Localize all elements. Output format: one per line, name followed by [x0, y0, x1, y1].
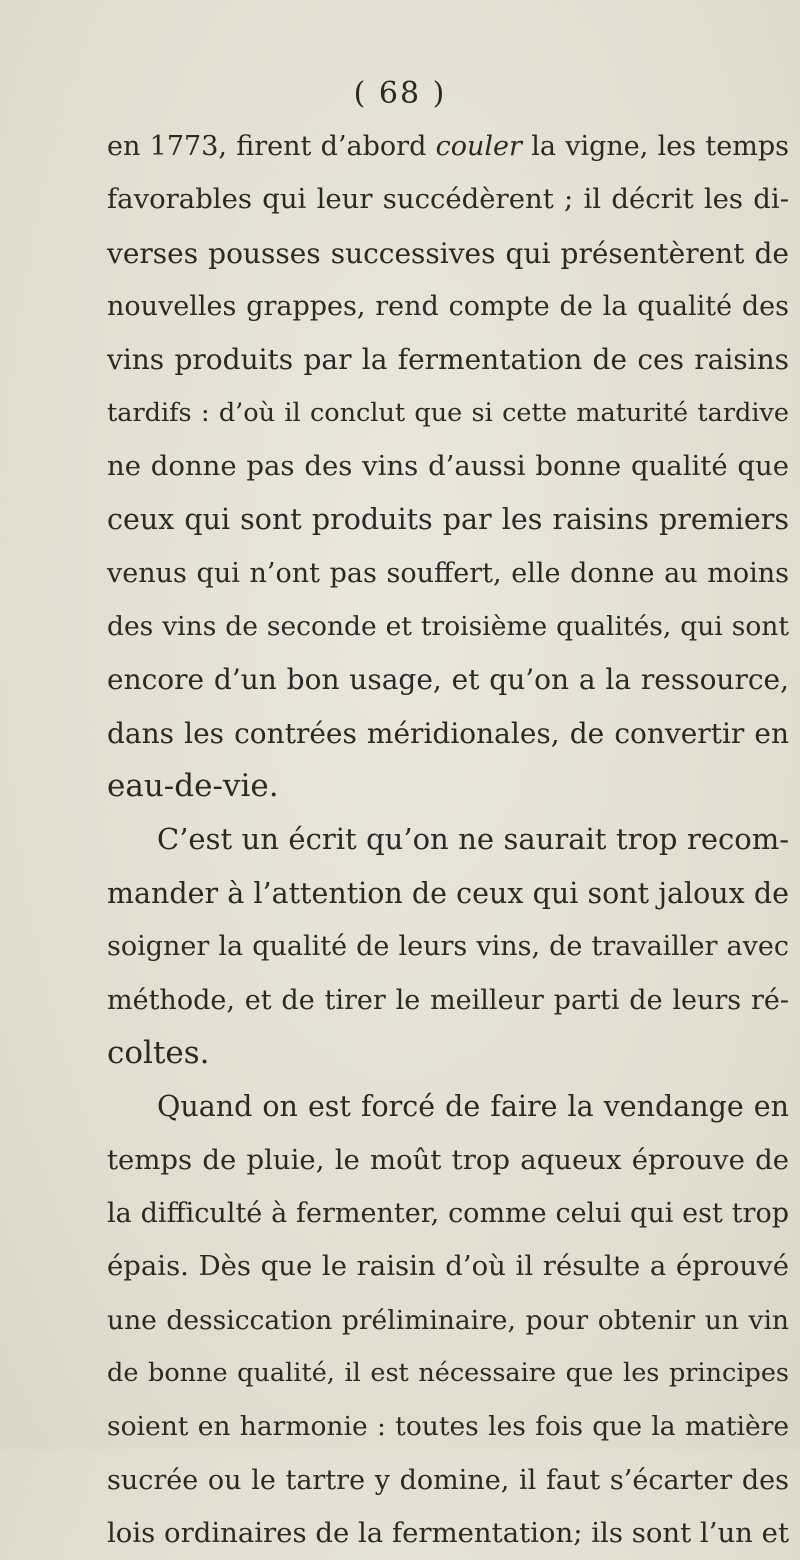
- text-line: ne donne pas des vins d’aussi bonne qualité que: [107, 450, 789, 483]
- text-line: mander à l’attention de ceux qui sont jaloux de: [107, 876, 789, 910]
- text-line: lois ordinaires de la fermentation; ils sont l’un et: [107, 1516, 789, 1549]
- text-line: dans les contrées méridionales, de convertir en: [107, 716, 789, 750]
- text-line: C’est un écrit qu’on ne saurait trop recom-: [157, 822, 789, 857]
- text-line: favorables qui leur succédèrent ; il décrit les di-: [107, 183, 789, 216]
- text-line: de bonne qualité, il est nécessaire que les principes: [107, 1357, 789, 1388]
- text-line: verses pousses successives qui présentèrent de: [107, 236, 789, 270]
- text-line: nouvelles grappes, rend compte de la qualité des: [107, 291, 789, 323]
- text-line: la difficulté à fermenter, comme celui qui est trop: [107, 1197, 789, 1229]
- text-line: coltes.: [107, 1034, 210, 1071]
- text-line: soient en harmonie : toutes les fois que la matière: [107, 1411, 789, 1443]
- text-line: épais. Dès que le raisin d’où il résulte a éprouvé: [107, 1250, 789, 1283]
- page-number: ( 68 ): [353, 76, 447, 111]
- text-line: en 1773, firent d’abord couler la vigne, les temps: [107, 131, 789, 162]
- text-line: Quand on est forcé de faire la vendange en: [157, 1090, 789, 1124]
- text-line: vins produits par la fermentation de ces raisins: [107, 343, 789, 377]
- text-line: sucrée ou le tartre y domine, il faut s’écarter des: [107, 1464, 789, 1496]
- text-line: méthode, et de tirer le meilleur parti de leurs ré-: [107, 984, 789, 1016]
- text-line: venus qui n’ont pas souffert, elle donne au moins: [107, 557, 789, 589]
- body-text: [107, 120, 789, 1560]
- text-line: une dessiccation préliminaire, pour obtenir un vin: [107, 1304, 789, 1336]
- text-line: soigner la qualité de leurs vins, de travailler avec: [107, 931, 789, 963]
- text-line: ceux qui sont produits par les raisins premiers: [107, 503, 789, 537]
- text-line: tardifs : d’où il conclut que si cette maturité tardive: [107, 397, 789, 428]
- text-line: encore d’un bon usage, et qu’on a la ressource,: [107, 663, 789, 697]
- text-line: eau-de-vie.: [107, 768, 279, 805]
- text-line: des vins de seconde et troisième qualités, qui sont: [107, 611, 789, 643]
- text-line: temps de pluie, le moût trop aqueux éprouve de: [107, 1143, 789, 1176]
